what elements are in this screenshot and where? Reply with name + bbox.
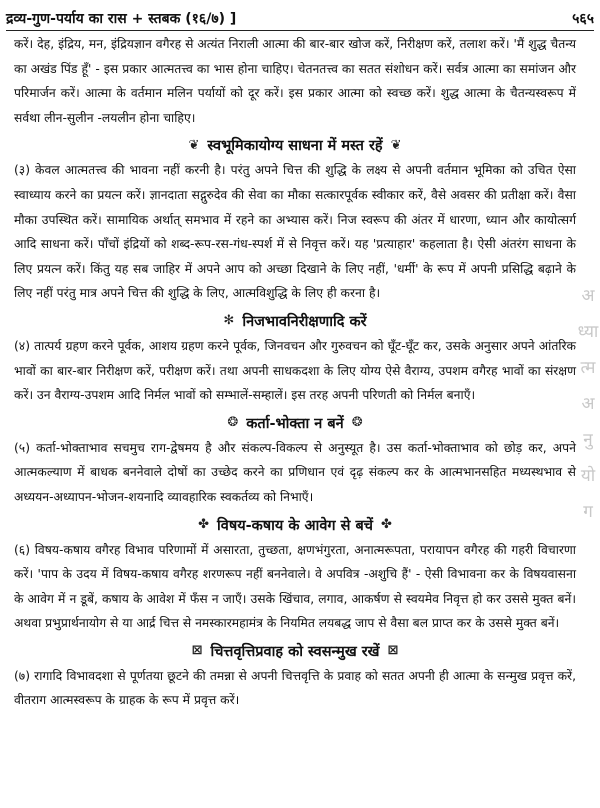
ornament-icon: ❂: [227, 415, 239, 431]
watermark-char: अ: [581, 394, 595, 414]
section-paragraph: (५) कर्ता-भोक्ताभाव सचमुच राग-द्वेषमय है और संकल्प-विकल्प से अनुस्यूत है। उस कर्ता-भोक्ताभाव को छोड़ कर, अपने आत्मकल्याण में बाधक बननेवाले दोषों का उच्छेद करने का प्रणिधान एवं दृढ़ संकल्प कर के आत्मभानसहित मध्यस्थभाव से अध्ययन-अध्यापन-भोजन-शयनादि व्यावहारिक स्वकर्तव्य को निभाएँ।: [14, 440, 576, 504]
page-body: [14, 32, 576, 713]
heading-text: स्वभूमिकायोग्य साधना में मस्त रहें: [207, 138, 383, 155]
ornament-icon: ✻: [223, 313, 235, 329]
intro-paragraph: करें। देह, इंद्रिय, मन, इंद्रियज्ञान वगैरह से अत्यंत निराली आत्मा की बार-बार खोज करें, निरीक्षण करें, तलाश करें। 'मैं शुद्ध चैतन्य का अखंड पिंड हूँ' - इस प्रकार आत्मतत्त्व का भास होना चाहिए। चेतनतत्त्व का सतत संशोधन करें। सर्वत्र आत्मा का समांजन और परिमार्जन करें। आत्मा के वर्तमान मलिन पर्यायों को दूर करें। इस प्रकार आत्मा को स्वच्छ करें। शुद्ध आत्मा के चैतन्यस्वरूप में सर्वथा लीन-सुलीन -लयलीन होना चाहिए।: [14, 37, 576, 125]
side-watermark: [579, 278, 597, 530]
heading-text: निजभावनिरीक्षणादि करें: [242, 313, 367, 330]
ornament-icon: ❦: [390, 137, 402, 153]
ornament-icon: ⊠: [191, 643, 203, 659]
section-paragraph: (४) तात्पर्य ग्रहण करने पूर्वक, आशय ग्रहण करने पूर्वक, जिनवचन और गुरुवचन को घूँट-घूँट कर, उसके अनुसार अपने आंतरिक भावों का बार-बार निरीक्षण करें, परीक्षण करें। तथा अपनी साधकदशा के लिए योग्य ऐसे वैराग्य, उपशम वगैरह भावों का संरक्षण करें। उन वैराग्य-उपशम आदि निर्मल भावों को सम्भालें-सम्हालें। इस तरह अपनी परिणती को निर्मल बनाएँ।: [14, 338, 576, 403]
section-paragraph: (६) विषय-कषाय वगैरह विभाव परिणामों में असारता, तुच्छता, क्षणभंगुरता, अनात्मरूपता, परायापन वगैरह की गहरी विचारणा करें। 'पाप के उदय में विषय-कषाय वगैरह शरणरूप नहीं बननेवाले। वे अपवित्र -अशुचि हैं' - ऐसी विभावना कर के विषयवासना के आवेग में न डूबें, कषाय के आवेश में फँस न जाएँ। उसके खिंचाव, लगाव, आकर्षण से स्वयमेव निवृत्त हो कर उससे मुक्त बनें। अथवा प्रभुप्रार्थनायोग से या आर्द्र चित्त से नमस्कारमहामंत्र के नियमित लयबद्ध जाप से वैसा बल प्राप्त कर के उससे मुक्त बनें।: [14, 542, 576, 631]
ornament-icon: ❂: [351, 415, 363, 431]
page-number: ५६५: [572, 11, 594, 27]
heading-text: विषय-कषाय के आवेग से बचें: [217, 517, 373, 534]
section-paragraph: (३) केवल आत्मतत्त्व की भावना नहीं करनी है। परंतु अपने चित्त की शुद्धि के लक्ष्य से अपनी वर्तमान भूमिका को उचित ऐसा स्वाध्याय करने का प्रयत्न करें। ज्ञानदाता सद्गुरुदेव की सेवा का मौका सत्कारपूर्वक स्वीकार करें, वैसे अवसर की प्रतीक्षा करें। वैसा मौका उपस्थित करें। सामायिक अर्थात् समभाव में रहने का अभ्यास करें। निज स्वरूप की अंतर में धारणा, ध्यान और कायोत्सर्ग आदि साधना करें। पाँचों इंद्रियों को शब्द-रूप-रस-गंध-स्पर्श में से निवृत्त करें। यह 'प्रत्याहार' कहलाता है। ऐसी अंतरंग साधना के लिए प्रयत्न करें। किंतु यह सब जाहिर में अपने आप को अच्छा दिखाने के लिए नहीं, 'धर्मी' के रूप में अपनी प्रसिद्धि बढ़ाने के लिए नहीं परंतु मात्र अपने चित्त की शुद्धि के लिए, आत्मविशुद्धि के लिए ही करना है।: [14, 163, 576, 301]
ornament-icon: ⊠: [387, 643, 399, 659]
watermark-char: ग: [583, 502, 593, 522]
ornament-icon: ❦: [188, 137, 200, 153]
section-heading: [14, 410, 576, 436]
ornament-icon: ✤: [198, 517, 209, 532]
section-heading: [14, 512, 576, 538]
page-header: [6, 2, 594, 31]
watermark-char: यो: [580, 466, 596, 486]
heading-text: चित्तवृत्तिप्रवाह को स्वसन्मुख रखें: [210, 643, 380, 660]
header-title: द्रव्य-गुण-पर्याय का रास + स्तबक (१६/७) ]: [6, 11, 237, 27]
watermark-char: त्म: [580, 358, 596, 378]
section-heading: [14, 132, 576, 158]
heading-text: कर्ता-भोक्ता न बनें: [246, 415, 344, 432]
ornament-icon: ✤: [380, 517, 392, 532]
section-heading: [14, 638, 576, 664]
section-paragraph: (७) रागादि विभावदशा से पूर्णतया छूटने की तमन्ना से अपनी चित्तवृत्ति के प्रवाह को सतत अपनी ही आत्मा के सन्मुख प्रवृत्त करें, वीतराग आत्मस्वरूप के ग्राहक के रूप में प्रवृत्त करें।: [14, 668, 576, 708]
watermark-char: ध्या: [577, 322, 599, 342]
watermark-char: अ: [581, 286, 595, 306]
watermark-char: नु: [583, 430, 593, 450]
section-heading: [14, 308, 576, 334]
